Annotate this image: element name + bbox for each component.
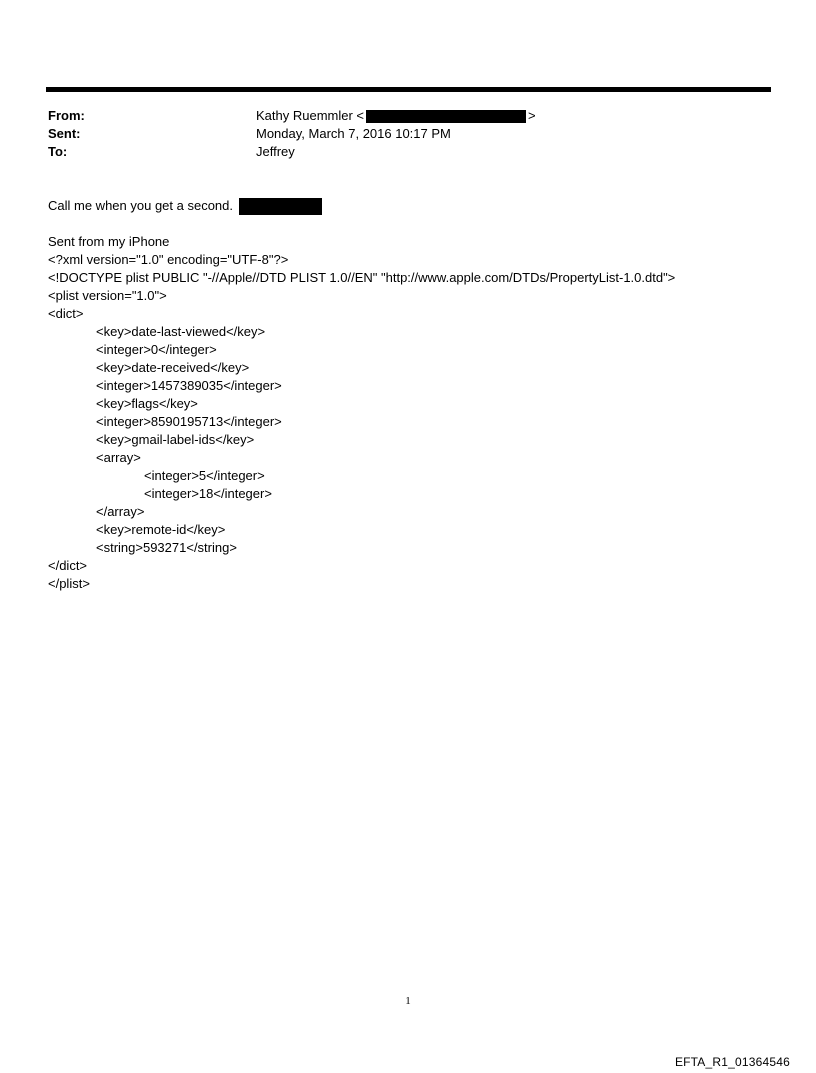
header-rule	[46, 87, 771, 92]
sent-label: Sent:	[48, 126, 81, 141]
to-value: Jeffrey	[256, 144, 295, 159]
plist-close-line: </plist>	[48, 576, 90, 591]
message-text: Call me when you get a second.	[48, 198, 233, 213]
redacted-email	[366, 110, 526, 123]
from-close-bracket: >	[528, 108, 536, 123]
xml-line: <key>date-received</key>	[96, 360, 250, 375]
xml-line: <integer>5</integer>	[144, 468, 265, 483]
message-line	[48, 197, 675, 215]
xml-line: <key>remote-id</key>	[96, 522, 226, 537]
to-label: To:	[48, 144, 68, 159]
xml-line: <key>date-last-viewed</key>	[96, 324, 266, 339]
email-body	[48, 197, 675, 593]
xml-declaration-line: <?xml version="1.0" encoding="UTF-8"?>	[48, 252, 289, 267]
xml-line: <integer>1457389035</integer>	[96, 378, 282, 393]
xml-line: <key>flags</key>	[96, 396, 198, 411]
from-name: Kathy Ruemmler <	[256, 108, 365, 123]
dict-open-line: <dict>	[48, 306, 84, 321]
plist-open-line: <plist version="1.0">	[48, 288, 167, 303]
page-number: 1	[405, 995, 411, 1007]
xml-line: <integer>0</integer>	[96, 342, 217, 357]
xml-line: <array>	[96, 450, 141, 465]
xml-line: <integer>8590195713</integer>	[96, 414, 282, 429]
doctype-line: <!DOCTYPE plist PUBLIC "-//Apple//DTD PLIST 1.0//EN" "http://www.apple.com/DTDs/PropertyList-1.0.dtd">	[48, 270, 676, 285]
xml-line: <integer>18</integer>	[144, 486, 272, 501]
sent-value: Monday, March 7, 2016 10:17 PM	[256, 126, 451, 141]
from-value	[256, 107, 536, 125]
bates-number: EFTA_R1_01364546	[674, 1055, 790, 1069]
xml-line: <string>593271</string>	[96, 540, 237, 555]
dict-close-line: </dict>	[48, 558, 88, 573]
from-label: From:	[48, 108, 85, 123]
xml-line: <key>gmail-label-ids</key>	[96, 432, 255, 447]
spacer	[48, 215, 675, 233]
redacted-text	[239, 198, 322, 215]
xml-line: </array>	[96, 504, 145, 519]
signature-line: Sent from my iPhone	[48, 234, 170, 249]
